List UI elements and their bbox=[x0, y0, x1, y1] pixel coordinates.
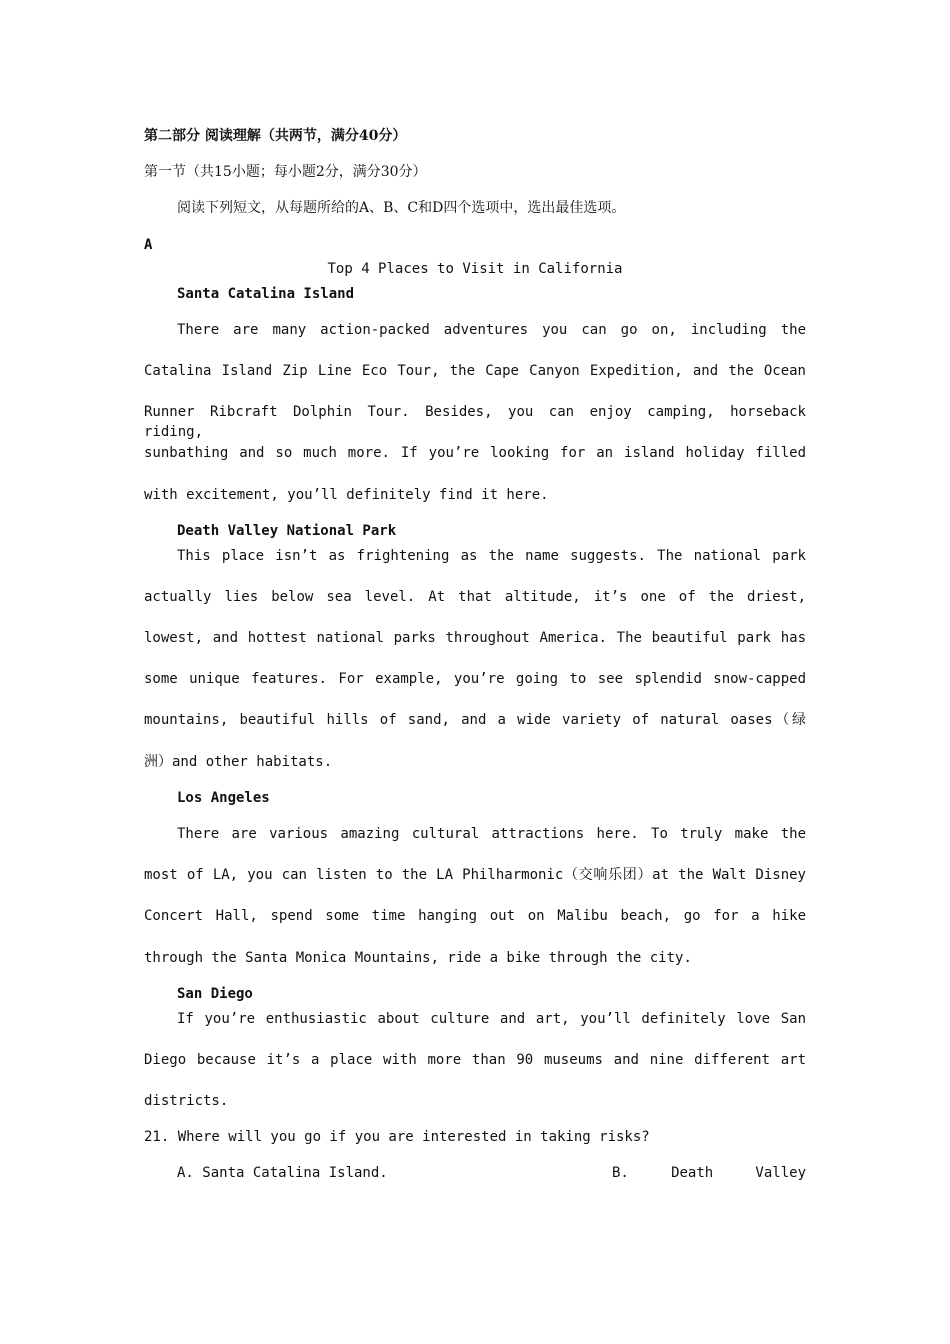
passage-label: A bbox=[144, 237, 153, 253]
paragraph-line: with excitement, you’ll definitely find it here. bbox=[144, 487, 549, 503]
paragraph-line: actually lies below sea level. At that altitude, it’s one of the driest, bbox=[144, 589, 806, 605]
instruction-text: 阅读下列短文，从每题所给的A、B、C和D四个选项中，选出最佳选项。 bbox=[177, 200, 626, 216]
paragraph-line: If you’re enthusiastic about culture and art, you’ll definitely love San bbox=[177, 1011, 806, 1027]
passage-title: Top 4 Places to Visit in California bbox=[327, 261, 623, 277]
paragraph-line: most of LA, you can listen to the LA Philharmonic（交响乐团）at the Walt Disney bbox=[144, 867, 806, 883]
paragraph-line: This place isn’t as frightening as the name suggests. The national park bbox=[177, 548, 806, 564]
paragraph-line: There are various amazing cultural attractions here. To truly make the bbox=[177, 826, 806, 842]
option-b: B. Death Valley bbox=[612, 1165, 806, 1181]
paragraph-line: Concert Hall, spend some time hanging out on Malibu beach, go for a hike bbox=[144, 908, 806, 924]
paragraph-line: Runner Ribcraft Dolphin Tour. Besides, you can enjoy camping, horseback riding, bbox=[144, 404, 806, 440]
section-heading: Los Angeles bbox=[177, 790, 270, 806]
paragraph-line: Diego because it’s a place with more than 90 museums and nine different art bbox=[144, 1052, 806, 1068]
section-heading: Death Valley National Park bbox=[177, 523, 397, 539]
paragraph-line: Catalina Island Zip Line Eco Tour, the Cape Canyon Expedition, and the Ocean bbox=[144, 363, 806, 379]
paragraph-line: 洲）and other habitats. bbox=[144, 754, 333, 770]
paragraph-line: through the Santa Monica Mountains, ride a bike through the city. bbox=[144, 950, 692, 966]
paragraph-line: mountains, beautiful hills of sand, and a wide variety of natural oases（绿 bbox=[144, 712, 806, 728]
paragraph-line: some unique features. For example, you’re going to see splendid snow-capped bbox=[144, 671, 806, 687]
paragraph-line: lowest, and hottest national parks throughout America. The beautiful park has bbox=[144, 630, 806, 646]
option-a: A. Santa Catalina Island. bbox=[177, 1165, 388, 1181]
section-heading: Santa Catalina Island bbox=[177, 286, 355, 302]
paragraph-line: districts. bbox=[144, 1093, 229, 1109]
section-heading: San Diego bbox=[177, 986, 253, 1002]
part-title: 第二部分 阅读理解（共两节，满分40分） bbox=[144, 128, 407, 144]
paragraph-line: There are many action-packed adventures you can go on, including the bbox=[177, 322, 806, 338]
section-title: 第一节（共15小题；每小题2分，满分30分） bbox=[144, 164, 427, 180]
paragraph-line: sunbathing and so much more. If you’re looking for an island holiday filled bbox=[144, 445, 806, 461]
question-stem: 21. Where will you go if you are interested in taking risks? bbox=[144, 1129, 650, 1145]
